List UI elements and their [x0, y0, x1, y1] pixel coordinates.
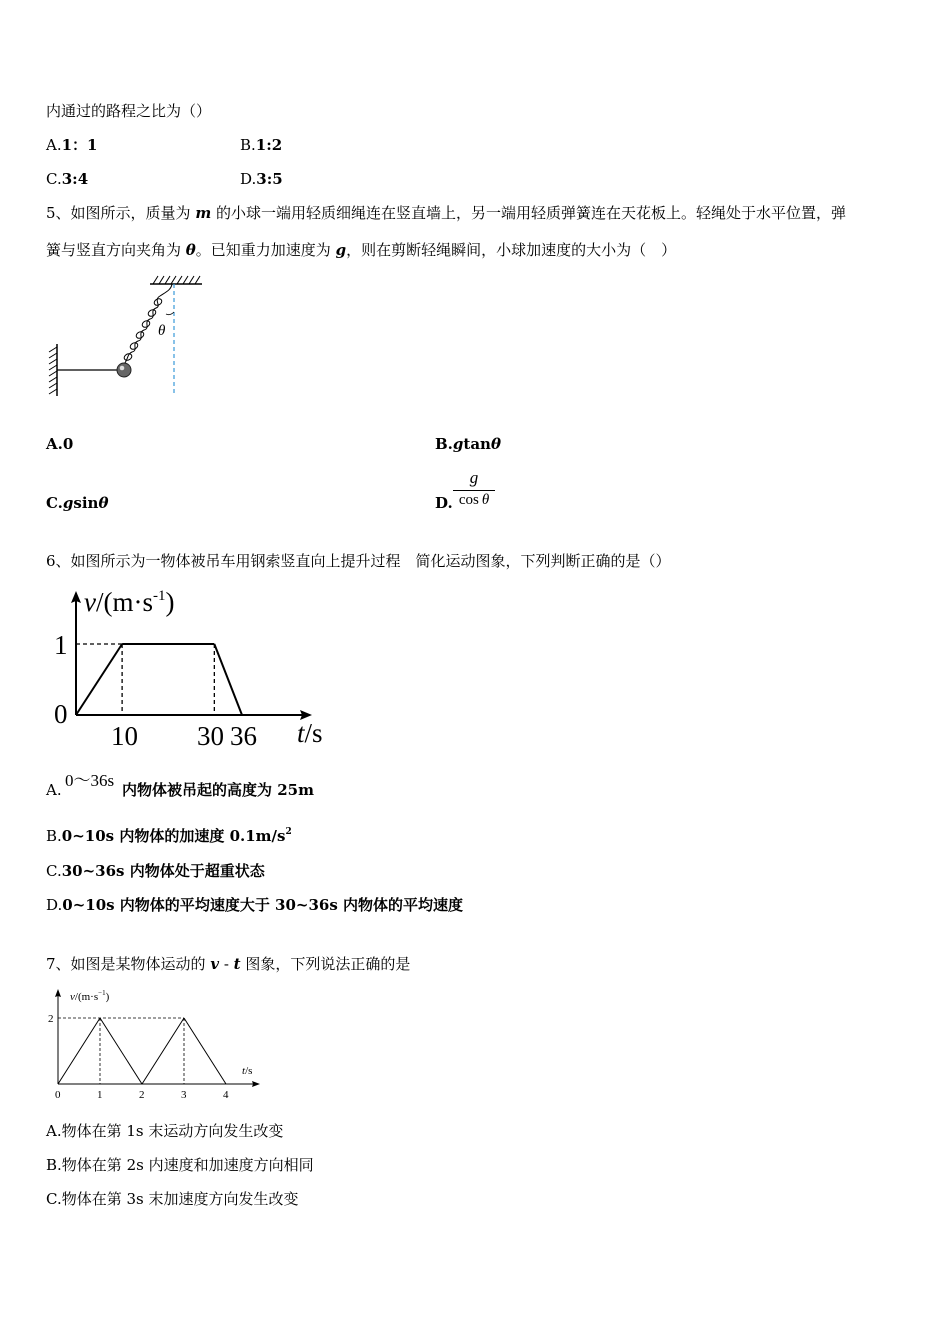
option-letter: D. [435, 494, 453, 512]
angle-arc [166, 312, 174, 315]
option-letter: A. [46, 136, 62, 154]
question-number: 7、 [46, 955, 71, 973]
q7-series-segment-2 [142, 1018, 184, 1084]
q7-series-segment-0 [58, 1018, 100, 1084]
x-tick-label-36: 36 [230, 721, 257, 751]
q6-option-a[interactable] [46, 780, 62, 800]
option-text: 0~10s 内物体的加速度 0.1m/s [61, 827, 286, 845]
q7-option-c[interactable] [46, 1189, 299, 1209]
q6-option-a-math: 0～36s [65, 771, 115, 790]
option-letter: D. [240, 170, 257, 188]
symbol-g: g [335, 241, 347, 259]
x-tick-label-3: 3 [181, 1089, 187, 1101]
x-tick-label-2: 2 [139, 1089, 145, 1101]
q5-option-a[interactable] [46, 434, 73, 454]
symbol-m: m [195, 204, 212, 222]
x-axis-label: t/s [297, 718, 323, 748]
q6-stem: 6、如图所示为一物体被吊车用钢索竖直向上提升过程 简化运动图象，下列判断正确的是（） [46, 552, 671, 570]
q6-option-c[interactable] [46, 861, 265, 881]
q7-option-a[interactable] [46, 1121, 283, 1141]
q7-series-segment-3 [184, 1018, 226, 1084]
symbol-theta: θ [185, 241, 196, 259]
q6-option-b[interactable] [46, 826, 292, 846]
y-axis-label: $v/(m\cdot s^{-1})$ [70, 989, 110, 1003]
q7-velocity-time-graph [46, 985, 266, 1105]
x-tick-label-30: 30 [197, 721, 224, 751]
prev-option-b[interactable] [240, 135, 282, 155]
fraction-g-over-cos-theta [453, 468, 495, 509]
q6-option-d[interactable] [46, 895, 463, 915]
option-text: 物体在第 1s 末运动方向发生改变 [61, 1122, 284, 1140]
x-tick-label-4: 4 [223, 1089, 229, 1101]
option-text: 0~10s 内物体的平均速度大于 30~36s 内物体的平均速度 [62, 896, 464, 914]
option-text: 物体在第 3s 末加速度方向发生改变 [61, 1190, 299, 1208]
y-tick-label: 1 [54, 630, 68, 660]
option-letter: B. [46, 827, 62, 845]
q5-option-c[interactable]: C.gsinθ [46, 494, 109, 512]
option-text: 物体在第 2s 内速度和加速度方向相同 [61, 1156, 314, 1174]
option-letter: C. [46, 494, 63, 512]
prev-question-stem: 内通过的路程之比为（） [46, 102, 212, 120]
q5-stem-line1: 5、如图所示，质量为 m 的小球一端用轻质细绳连在竖直墙上，另一端用轻质弹簧连在天花板上。轻绳处于水平位置，弹 [46, 204, 846, 222]
option-letter: B. [240, 136, 256, 154]
theta-label: θ [158, 323, 166, 339]
x-tick-label-1: 1 [97, 1089, 103, 1101]
fraction-numerator: g [469, 468, 479, 487]
q7-series-segment-1 [100, 1018, 142, 1084]
q5-stem-line2: 簧与竖直方向夹角为 θ。已知重力加速度为 g，则在剪断轻绳瞬间，小球加速度的大小为（ ） [46, 241, 677, 259]
option-text: 3:5 [256, 170, 283, 188]
x-tick-label-0: 0 [55, 1089, 61, 1101]
q7-option-b[interactable] [46, 1155, 314, 1175]
y-axis-arrow [55, 989, 61, 997]
ceiling-hatch [153, 276, 200, 284]
option-letter: C. [46, 1190, 62, 1208]
option-letter: D. [46, 896, 63, 914]
option-text: 3:4 [61, 170, 89, 188]
y-axis-label: $v/(m\cdot s^{-1})$ [84, 587, 175, 617]
x-axis-arrow [252, 1081, 260, 1087]
option-letter: B. [46, 1156, 62, 1174]
option-letter: A. [46, 781, 62, 799]
q7-stem: 7、如图是某物体运动的 v - t 图象，下列说法正确的是 [46, 955, 411, 973]
option-letter: A. [46, 1122, 62, 1140]
option-letter: C. [46, 862, 62, 880]
option-letter: B. [435, 435, 453, 453]
q6-series-segment-0 [76, 644, 122, 715]
question-number: 6、 [46, 552, 71, 570]
option-letter: C. [46, 170, 62, 188]
ball [117, 363, 131, 377]
option-text: 0 [62, 435, 74, 453]
question-number: 5、 [46, 204, 71, 222]
fraction-denominator: cos θ [458, 492, 490, 508]
x-tick-label-10: 10 [111, 721, 138, 751]
prev-option-a[interactable] [46, 135, 97, 155]
q5-option-b[interactable]: B.gtanθ [435, 435, 501, 453]
q6-option-a-text: 内物体被吊起的高度为 25m [122, 781, 314, 799]
q6-velocity-time-graph [46, 585, 336, 755]
x-axis-label: t/s [242, 1065, 253, 1077]
q5-option-d[interactable] [435, 493, 453, 513]
prev-option-c[interactable] [46, 169, 88, 189]
spring-ball-figure [40, 272, 220, 402]
y-tick-label: 2 [48, 1013, 54, 1025]
option-text: 1：1 [61, 136, 98, 154]
q6-series-segment-2 [214, 644, 242, 715]
wall-hatch [49, 347, 57, 394]
origin-label: 0 [54, 699, 68, 729]
option-text: 30~36s 内物体处于超重状态 [61, 862, 265, 880]
option-sup: 2 [285, 827, 292, 837]
option-letter: A. [46, 435, 63, 453]
option-text: 1:2 [255, 136, 283, 154]
prev-option-d[interactable] [240, 169, 283, 189]
